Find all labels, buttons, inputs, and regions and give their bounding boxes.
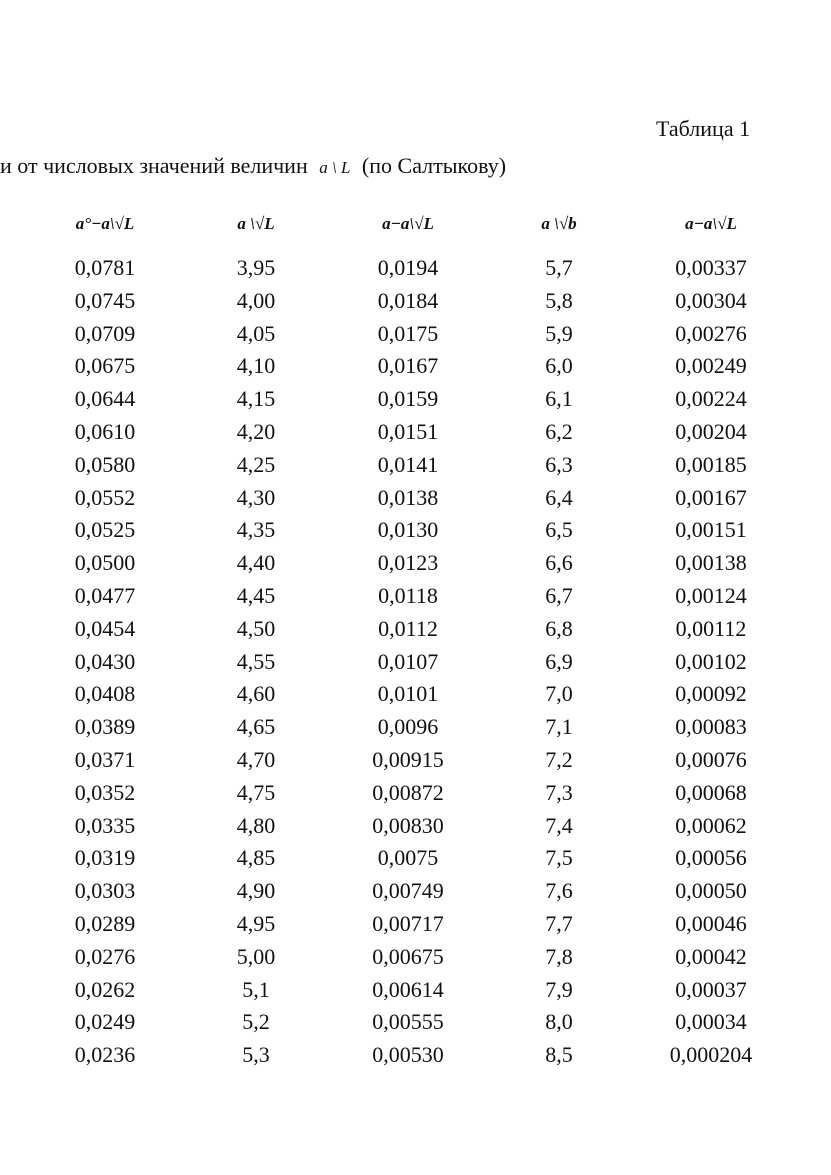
table-cell: 6,2 — [545, 418, 573, 444]
column-3 — [372, 252, 444, 1072]
table-cell: 0,00112 — [675, 615, 747, 641]
caption-suffix: (по Салтыкову) — [361, 153, 507, 178]
table-cell: 0,0552 — [74, 484, 136, 510]
column-header-2: a \√L — [237, 214, 275, 233]
table-cell: 0,00042 — [675, 943, 747, 969]
table-cell: 7,8 — [545, 943, 573, 969]
table-cell: 4,85 — [236, 845, 276, 871]
table-cell: 3,95 — [236, 255, 276, 280]
table-cell: 0,0371 — [74, 746, 136, 772]
table-cell: 0,0184 — [377, 287, 439, 313]
table-cell: 7,0 — [545, 681, 573, 707]
table-cell: 0,0262 — [74, 976, 136, 1002]
table-cell: 5,9 — [545, 320, 573, 346]
caption-symbol: a \ L — [319, 158, 351, 177]
table-cell: 0,0194 — [377, 255, 439, 280]
table-cell: 0,00056 — [675, 845, 747, 871]
table-cell: 0,0610 — [74, 418, 136, 444]
table-cell: 5,3 — [242, 1042, 270, 1068]
table-cell: 0,00083 — [675, 714, 747, 740]
table-cell: 5,1 — [242, 976, 270, 1002]
table-cell: 0,0236 — [74, 1042, 136, 1068]
table-cell: 5,2 — [242, 1009, 270, 1035]
table-cell: 5,7 — [545, 255, 573, 280]
column-4 — [545, 252, 573, 1072]
table-label: Таблица 1 — [656, 116, 751, 141]
table-cell: 0,00249 — [675, 353, 747, 379]
table-cell: 4,25 — [236, 451, 276, 477]
table-cell: 6,6 — [545, 550, 573, 576]
table-cell: 6,8 — [545, 615, 573, 641]
table-cell: 4,45 — [236, 582, 276, 608]
table-cell: 4,00 — [236, 287, 276, 313]
table-cell: 0,00749 — [372, 878, 444, 904]
table-cell: 0,0644 — [74, 386, 136, 412]
table-cell: 4,75 — [236, 779, 276, 805]
table-cell: 4,70 — [236, 746, 276, 772]
column-5 — [670, 252, 753, 1072]
table-cell: 0,00872 — [372, 779, 444, 805]
table-cell: 0,0123 — [377, 550, 439, 576]
table-cell: 0,0430 — [74, 648, 136, 674]
table-cell: 4,80 — [236, 812, 276, 838]
table-cell: 0,0138 — [377, 484, 439, 510]
table-cell: 0,0130 — [377, 517, 439, 543]
table-cell: 0,00830 — [372, 812, 444, 838]
table-cell: 6,3 — [545, 451, 573, 477]
table-cell: 0,0112 — [378, 615, 438, 641]
table-cell: 0,00204 — [675, 418, 747, 444]
table-cell: 0,0276 — [74, 943, 136, 969]
table-cell: 0,0159 — [377, 386, 439, 412]
table-cell: 4,65 — [236, 714, 276, 740]
table-cell: 4,10 — [236, 353, 276, 379]
table-cell: 0,000204 — [669, 1042, 753, 1068]
table-cell: 0,0303 — [74, 878, 136, 904]
table-cell: 0,00037 — [675, 976, 747, 1002]
table-cell: 4,95 — [236, 910, 276, 936]
table-cell: 0,00614 — [372, 976, 444, 1002]
table-cell: 0,00276 — [675, 320, 747, 346]
table-cell: 6,7 — [545, 582, 573, 608]
table-cell: 0,00068 — [675, 779, 747, 805]
table-cell: 0,0477 — [74, 582, 136, 608]
table-cell: 0,0107 — [377, 648, 439, 674]
table-cell: 4,20 — [236, 418, 276, 444]
table-cell: 0,00102 — [675, 648, 747, 674]
table-cell: 5,8 — [545, 287, 573, 313]
table-cell: 0,0454 — [74, 615, 136, 641]
table-cell: 0,00092 — [675, 681, 747, 707]
table-cell: 7,5 — [545, 845, 573, 871]
table-cell: 4,15 — [236, 386, 276, 412]
table-cell: 0,0118 — [378, 582, 438, 608]
column-header-4: a \√b — [541, 214, 577, 233]
table-cell: 0,0151 — [377, 418, 439, 444]
table-cell: 4,90 — [236, 878, 276, 904]
table-cell: 0,00304 — [675, 287, 747, 313]
table-cell: 0,00151 — [675, 517, 747, 543]
table-cell: 0,0141 — [377, 451, 439, 477]
table-cell: 0,0525 — [74, 517, 136, 543]
column-header-5: a−a\√L — [685, 214, 737, 233]
table-cell: 4,60 — [236, 681, 276, 707]
caption-prefix: и от числовых значений величин — [0, 153, 308, 178]
table-cell: 0,00185 — [675, 451, 747, 477]
table-cell: 0,00062 — [675, 812, 747, 838]
column-header-1: a°−a\√L — [75, 214, 135, 233]
table-cell: 4,40 — [236, 550, 276, 576]
table-cell: 4,35 — [236, 517, 276, 543]
table-cell: 0,00050 — [675, 878, 747, 904]
table-cell: 0,0352 — [74, 779, 136, 805]
table-cell: 5,00 — [236, 943, 276, 969]
column-1 — [75, 252, 136, 1072]
table-cell: 7,2 — [545, 746, 573, 772]
table-cell: 7,7 — [545, 910, 573, 936]
table-cell: 6,5 — [545, 517, 573, 543]
table-cell: 0,0500 — [74, 550, 136, 576]
table-cell: 6,1 — [545, 386, 573, 412]
table-cell: 0,0781 — [74, 255, 136, 280]
table-cell: 0,00167 — [675, 484, 747, 510]
column-2 — [237, 252, 276, 1072]
table-cell: 0,00555 — [372, 1009, 444, 1035]
table-cell: 7,3 — [545, 779, 573, 805]
table-cell: 4,55 — [236, 648, 276, 674]
table-cell: 7,4 — [545, 812, 573, 838]
column-header-3: a−a\√L — [382, 214, 434, 233]
table-cell: 0,0389 — [74, 714, 136, 740]
table-cell: 0,00337 — [675, 255, 747, 280]
table-cell: 0,0249 — [74, 1009, 136, 1035]
table-cell: 0,00717 — [372, 910, 444, 936]
table-cell: 0,00224 — [675, 386, 747, 412]
table-cell: 0,00138 — [675, 550, 747, 576]
table-cell: 7,9 — [545, 976, 573, 1002]
table-cell: 0,0408 — [74, 681, 136, 707]
table-cell: 0,0319 — [74, 845, 136, 871]
table-cell: 4,05 — [236, 320, 276, 346]
table-cell: 4,50 — [236, 615, 276, 641]
table-caption — [0, 153, 506, 179]
table-cell: 0,00034 — [675, 1009, 747, 1035]
table-cell: 4,30 — [236, 484, 276, 510]
table-cell: 0,0075 — [377, 845, 439, 871]
table-cell: 0,0335 — [74, 812, 136, 838]
table-cell: 0,00124 — [675, 582, 747, 608]
table-cell: 0,0289 — [74, 910, 136, 936]
table-cell: 6,9 — [545, 648, 573, 674]
table-cell: 0,0745 — [74, 287, 136, 313]
table-cell: 7,1 — [545, 714, 573, 740]
table-cell: 0,0101 — [377, 681, 439, 707]
table-cell: 0,0096 — [377, 714, 439, 740]
table-cell: 0,0709 — [74, 320, 136, 346]
table-cell: 0,00675 — [372, 943, 444, 969]
table-cell: 0,0175 — [377, 320, 439, 346]
table-cell: 0,00076 — [675, 746, 747, 772]
table-cell: 8,5 — [545, 1042, 573, 1068]
table-cell: 6,4 — [545, 484, 573, 510]
table-cell: 0,00915 — [372, 746, 444, 772]
table-cell: 7,6 — [545, 878, 573, 904]
table-cell: 0,0580 — [74, 451, 136, 477]
table-cell: 0,0675 — [74, 353, 136, 379]
table-cell: 0,00530 — [372, 1042, 444, 1068]
table-cell: 8,0 — [545, 1009, 573, 1035]
table-cell: 0,00046 — [675, 910, 747, 936]
table-cell: 0,0167 — [377, 353, 439, 379]
table-cell: 6,0 — [545, 353, 573, 379]
